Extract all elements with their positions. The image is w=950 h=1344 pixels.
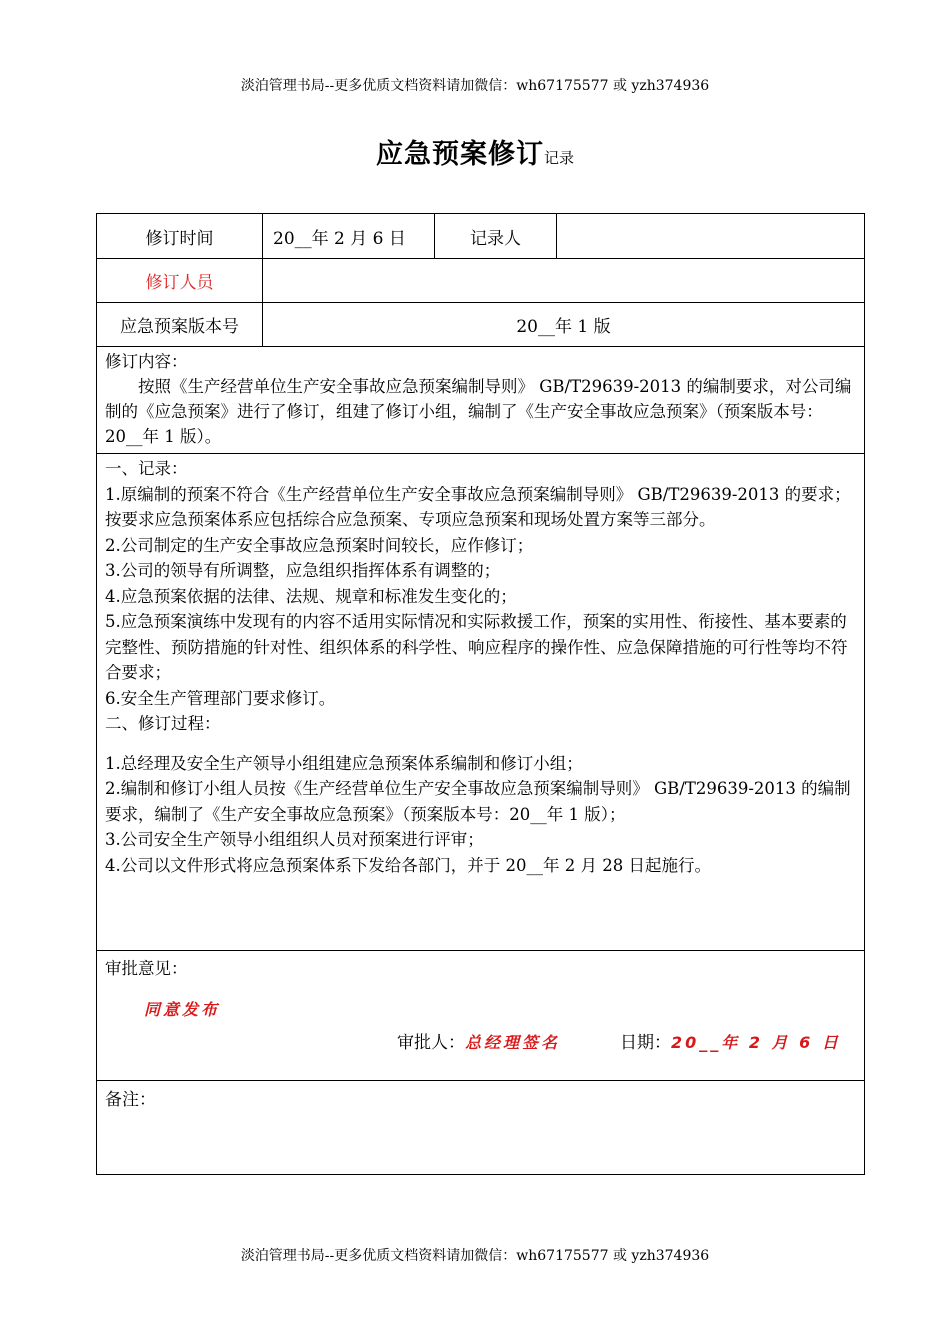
- content-heading: 修订内容：: [105, 352, 188, 371]
- record-item: 2.公司制定的生产安全事故应急预案时间较长，应作修订；: [105, 535, 534, 555]
- recorder-label: 记录人: [435, 214, 557, 259]
- notes-label: 备注：: [105, 1090, 156, 1110]
- records-cell: [97, 454, 865, 951]
- row-records: [97, 454, 865, 951]
- process-heading: 二、修订过程：: [105, 714, 221, 733]
- recorder-value[interactable]: [557, 214, 865, 259]
- approver-signature: 总经理签名: [465, 1033, 561, 1052]
- record-item: 5.应急预案演练中发现有的内容不适用实际情况和实际救援工作，预案的实用性、衔接性、基本要素的完整性、预防措施的针对性、组织体系的科学性、响应程序的操作性、应急保障措施的可行性等均不符合要求；: [105, 612, 848, 682]
- row-content: [97, 347, 865, 454]
- date-label: 日期：: [620, 1033, 671, 1053]
- content-body: 按照《生产经营单位生产安全事故应急预案编制导则》 GB/T29639-2013 的编制要求，对公司编制的《应急预案》进行了修订，组建了修订小组，编制了《生产安全事故应急预案》（预案版本号：20__年 1 版）。: [105, 377, 852, 446]
- version-label: 应急预案版本号: [97, 303, 263, 347]
- revision-content-cell: [97, 347, 865, 454]
- revision-time-value[interactable]: 20__年 2 月 6 日: [263, 214, 435, 259]
- revisers-label: 修订人员: [97, 259, 263, 303]
- record-item: 3.公司的领导有所调整，应急组织指挥体系有调整的；: [105, 561, 501, 580]
- title-main: 应急预案修订: [375, 139, 544, 170]
- record-item: 4.应急预案依据的法律、法规、规章和标准发生变化的；: [105, 586, 517, 606]
- process-item: 2.编制和修订小组人员按《生产经营单位生产安全事故应急预案编制导则》 GB/T29639-2013 的编制要求，编制了《生产安全事故应急预案》（预案版本号：20__年 1 版）；: [105, 779, 851, 824]
- row-notes: [97, 1081, 865, 1175]
- page-title: [0, 132, 950, 171]
- process-item: 1.总经理及安全生产领导小组组建应急预案体系编制和修订小组；: [105, 753, 583, 773]
- approval-opinion: 同意发布: [144, 1000, 221, 1019]
- spacer: [105, 737, 856, 751]
- records-heading: 一、记录：: [105, 459, 188, 478]
- record-item: 6.安全生产管理部门要求修订。: [105, 688, 336, 708]
- title-suffix: 记录: [543, 149, 574, 167]
- notes-cell[interactable]: [97, 1081, 865, 1175]
- date-value: 20__年 2 月 6 日: [671, 1033, 841, 1052]
- process-item: 4.公司以文件形式将应急预案体系下发给各部门，并于 20__年 2 月 28 日起施行。: [105, 855, 711, 875]
- row-revision-time: [97, 214, 865, 259]
- page-header: 淡泊管理书局--更多优质文档资料请加微信：wh67175577 或 yzh374936: [240, 78, 710, 94]
- record-item: 1.原编制的预案不符合《生产经营单位生产安全事故应急预案编制导则》 GB/T29639-2013 的要求；按要求应急预案体系应包括综合应急预案、专项应急预案和现场处置方案等三部分。: [105, 484, 851, 529]
- approval-heading: 审批意见：: [105, 959, 188, 978]
- row-version: [97, 303, 865, 347]
- revisers-value[interactable]: [263, 259, 865, 303]
- revision-record-table: [96, 213, 865, 1175]
- approver-label: 审批人：: [397, 1033, 465, 1053]
- row-revisers: [97, 259, 865, 303]
- approval-date-field: [620, 1028, 841, 1053]
- row-approval: [97, 951, 865, 1081]
- process-item: 3.公司安全生产领导小组组织人员对预案进行评审；: [105, 830, 484, 849]
- version-value[interactable]: 20__年 1 版: [263, 303, 865, 347]
- approval-cell: [97, 951, 865, 1081]
- revision-time-label: 修订时间: [97, 214, 263, 259]
- approver-field: [397, 1028, 560, 1053]
- page-footer: 淡泊管理书局--更多优质文档资料请加微信：wh67175577 或 yzh374936: [240, 1248, 710, 1264]
